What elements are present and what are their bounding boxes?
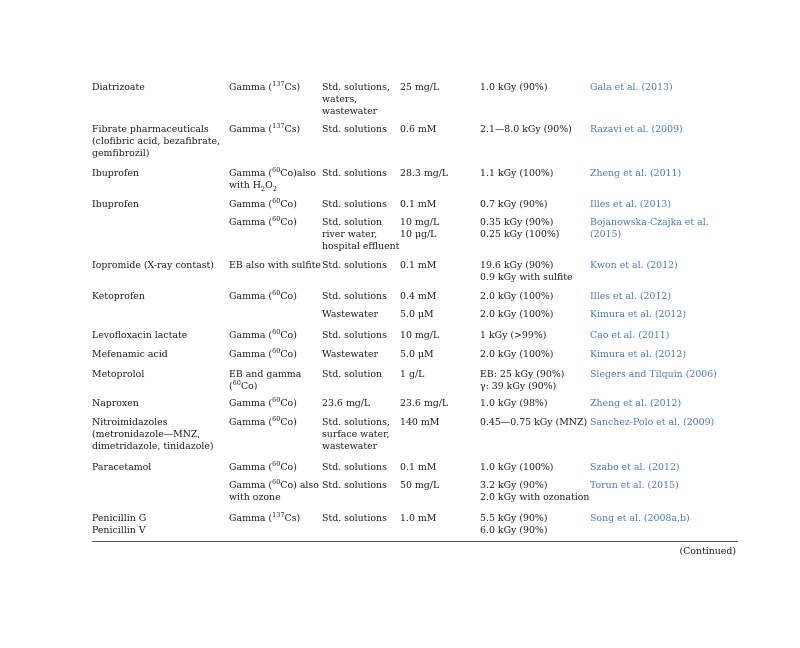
cell-line: (metronidazole—MNZ, (92, 429, 201, 441)
matrix-cell (322, 291, 387, 303)
concentration-cell (400, 291, 436, 303)
matrix-cell (322, 462, 387, 474)
cell-line: Gamma ($^{137}$Cs) (229, 121, 301, 135)
dose-cell (480, 417, 587, 429)
table-bottom-rule (92, 541, 738, 542)
cell-line: Paracetamol (92, 462, 152, 473)
matrix-cell (322, 513, 387, 525)
concentration-cell (400, 217, 439, 241)
cell-line: wastewater (322, 441, 378, 453)
cell-line: surface water, (322, 429, 390, 441)
reference-cell[interactable] (590, 217, 709, 241)
reference-cell[interactable] (590, 398, 681, 410)
radiation-cell (229, 79, 301, 94)
drug-cell (92, 291, 145, 303)
drug-cell (92, 260, 214, 272)
cell-line: Torun et al. (2015) (590, 480, 679, 491)
cell-line: dimetridazole, tinidazole) (92, 441, 214, 453)
concentration-cell (400, 124, 436, 136)
cell-line: Gamma ($^{60}$Co) (229, 196, 297, 210)
drug-cell (92, 369, 144, 381)
cell-line: 5.0 μM (400, 309, 434, 320)
cell-line: Std. solutions (322, 330, 387, 341)
cell-line: Wastewater (322, 309, 378, 320)
cell-line: Zheng et al. (2012) (590, 398, 682, 409)
cell-line: Std. solutions, (322, 417, 390, 428)
cell-line: 0.1 mM (400, 260, 437, 271)
cell-line: Illes et al. (2013) (590, 199, 672, 210)
cell-line: Szabo et al. (2012) (590, 462, 680, 473)
cell-line: Gamma ($^{137}$Cs) (229, 510, 301, 524)
cell-line: 1.0 kGy (100%) (480, 462, 554, 473)
cell-line: Gamma ($^{60}$Co) also (229, 477, 319, 491)
radiation-cell (229, 121, 301, 136)
cell-line: Sanchez-Polo et al. (2009) (590, 417, 715, 428)
cell-line: γ: 39 kGy (90%) (480, 381, 557, 393)
dose-cell (480, 199, 548, 211)
cell-line: Gamma ($^{60}$Co) (229, 346, 297, 360)
cell-line: Diatrizoate (92, 82, 145, 93)
cell-line: Std. solutions (322, 168, 387, 179)
cell-line: Gamma ($^{60}$Co) (229, 395, 297, 409)
reference-cell[interactable] (590, 417, 714, 429)
reference-cell[interactable] (590, 260, 678, 272)
cell-line: 3.2 kGy (90%) (480, 480, 548, 491)
dose-cell (480, 309, 553, 321)
cell-line: Gamma ($^{60}$Co) (229, 414, 297, 428)
concentration-cell (400, 199, 436, 211)
radiation-cell (229, 260, 321, 272)
reference-cell[interactable] (590, 291, 671, 303)
concentration-cell (400, 260, 436, 272)
continued-note: (Continued) (679, 546, 736, 557)
cell-line: 0.7 kGy (90%) (480, 199, 548, 210)
concentration-cell (400, 462, 436, 474)
cell-line: ($^{60}$Co) (229, 379, 258, 393)
cell-line: 1.0 kGy (98%) (480, 398, 548, 409)
cell-line: EB also with sulfite (229, 260, 321, 271)
cell-line: 0.9 kGy with sulfite (480, 272, 573, 284)
drug-cell (92, 199, 139, 211)
dose-cell (480, 168, 553, 180)
cell-line: Naproxen (92, 398, 139, 409)
concentration-cell (400, 398, 448, 410)
dose-cell (480, 398, 548, 410)
cell-line: 140 mM (400, 417, 440, 428)
cell-line: Mefenamic acid (92, 349, 168, 360)
radiation-cell (229, 346, 297, 361)
dose-cell (480, 217, 559, 241)
dose-cell (480, 513, 548, 537)
cell-line: (clofibric acid, bezafibrate, (92, 136, 221, 148)
cell-line: 1 kGy (>99%) (480, 330, 547, 341)
cell-line: Penicillin V (92, 525, 146, 537)
reference-cell[interactable] (590, 513, 690, 525)
concentration-cell (400, 168, 448, 180)
dose-cell (480, 369, 564, 393)
matrix-cell (322, 82, 390, 119)
cell-line: Gamma ($^{60}$Co) (229, 327, 297, 341)
cell-line: 28.3 mg/L (400, 168, 449, 179)
cell-line: Razavi et al. (2009) (590, 124, 683, 135)
matrix-cell (322, 369, 382, 381)
cell-line: 25 mg/L (400, 82, 440, 93)
cell-line: 1.1 kGy (100%) (480, 168, 554, 179)
cell-line: 5.0 μM (400, 349, 434, 360)
drug-cell (92, 513, 146, 537)
cell-line: Bojanowska-Czajka et al. (590, 217, 709, 228)
cell-line: 1.0 mM (400, 513, 437, 524)
cell-line: Std. solutions (322, 513, 387, 524)
cell-line: 0.35 kGy (90%) (480, 217, 554, 228)
cell-line: 0.45—0.75 kGy (MNZ) (480, 417, 588, 428)
cell-line: 2.1—8.0 kGy (90%) (480, 124, 572, 135)
cell-line: Gamma ($^{60}$Co) (229, 459, 297, 473)
matrix-cell (322, 199, 387, 211)
concentration-cell (400, 417, 439, 429)
cell-line: Zheng et al. (2011) (590, 168, 682, 179)
radiation-cell (229, 288, 297, 303)
concentration-cell (400, 82, 439, 94)
cell-line: (2015) (590, 229, 622, 241)
radiation-cell (229, 196, 297, 211)
dose-cell (480, 82, 548, 94)
drug-cell (92, 168, 139, 180)
cell-line: Ketoprofen (92, 291, 145, 302)
concentration-cell (400, 480, 439, 492)
cell-line: Std. solutions (322, 291, 387, 302)
matrix-cell (322, 309, 378, 321)
radiation-cell (229, 395, 297, 410)
matrix-cell (322, 349, 378, 361)
cell-line: 0.6 mM (400, 124, 437, 135)
cell-line: Std. solution (322, 217, 383, 228)
cell-line: river water, (322, 229, 378, 241)
cell-line: 0.1 mM (400, 199, 437, 210)
dose-cell (480, 462, 553, 474)
drug-cell (92, 82, 145, 94)
cell-line: 0.1 mM (400, 462, 437, 473)
cell-line: gemfibrozil) (92, 148, 150, 160)
cell-line: 10 mg/L (400, 330, 440, 341)
drug-cell (92, 417, 214, 454)
cell-line: Levofloxacin lactate (92, 330, 188, 341)
cell-line: 10 μg/L (400, 229, 437, 241)
reference-cell[interactable] (590, 480, 679, 492)
radiation-cell (229, 477, 319, 504)
cell-line: Cao et al. (2011) (590, 330, 670, 341)
cell-line: Gamma ($^{137}$Cs) (229, 79, 301, 93)
cell-line: Nitroimidazoles (92, 417, 168, 428)
matrix-cell (322, 480, 387, 492)
cell-line: Song et al. (2008a,b) (590, 513, 690, 524)
radiation-cell (229, 369, 301, 393)
cell-line: with $H_2O_2$ (229, 180, 277, 194)
cell-line: 6.0 kGy (90%) (480, 525, 548, 537)
cell-line: 2.0 kGy with ozonation (480, 492, 590, 504)
matrix-cell (322, 124, 387, 136)
matrix-cell (322, 217, 399, 254)
cell-line: 10 mg/L (400, 217, 440, 228)
drug-cell (92, 349, 168, 361)
dose-cell (480, 330, 546, 342)
dose-cell (480, 480, 589, 504)
cell-line: Gamma ($^{60}$Co) (229, 288, 297, 302)
concentration-cell (400, 369, 424, 381)
cell-line: Metoprolol (92, 369, 145, 380)
reference-cell[interactable] (590, 309, 686, 321)
matrix-cell (322, 168, 387, 180)
cell-line: Std. solutions (322, 480, 387, 491)
matrix-cell (322, 417, 390, 454)
cell-line: Std. solutions (322, 260, 387, 271)
cell-line: 5.5 kGy (90%) (480, 513, 548, 524)
drug-cell (92, 124, 220, 161)
radiation-cell (229, 459, 297, 474)
cell-line: hospital effluent (322, 241, 400, 253)
cell-line: 2.0 kGy (100%) (480, 309, 554, 320)
dose-cell (480, 260, 573, 284)
concentration-cell (400, 513, 436, 525)
cell-line: Std. solutions (322, 462, 387, 473)
cell-line: Ibuprofen (92, 199, 139, 210)
matrix-cell (322, 260, 387, 272)
cell-line: waters, (322, 94, 358, 106)
reference-cell[interactable] (590, 330, 669, 342)
drug-cell (92, 398, 139, 410)
cell-line: 50 mg/L (400, 480, 440, 491)
cell-line: Gamma ($^{60}$Co)also (229, 165, 316, 179)
cell-line: Std. solution (322, 369, 383, 380)
reference-cell[interactable] (590, 82, 673, 94)
cell-line: 1 g/L (400, 369, 425, 380)
dose-cell (480, 124, 572, 136)
cell-line: Wastewater (322, 349, 378, 360)
cell-line: Gala et al. (2013) (590, 82, 673, 93)
cell-line: 1.0 kGy (90%) (480, 82, 548, 93)
reference-cell[interactable] (590, 168, 681, 180)
cell-line: Penicillin G (92, 513, 147, 524)
cell-line: Std. solutions (322, 199, 387, 210)
radiation-cell (229, 165, 316, 194)
cell-line: Std. solutions (322, 124, 387, 135)
cell-line: Std. solutions, (322, 82, 390, 93)
radiation-cell (229, 327, 297, 342)
cell-line: Ibuprofen (92, 168, 139, 179)
cell-line: 23.6 mg/L (400, 398, 449, 409)
cell-line: with ozone (229, 492, 281, 504)
matrix-cell (322, 398, 370, 410)
cell-line: EB and gamma (229, 369, 302, 380)
dose-cell (480, 349, 553, 361)
radiation-cell (229, 214, 297, 229)
cell-line: 19.6 kGy (90%) (480, 260, 554, 271)
cell-line: 23.6 mg/L (322, 398, 371, 409)
concentration-cell (400, 309, 434, 321)
dose-cell (480, 291, 553, 303)
radiation-cell (229, 414, 297, 429)
cell-line: Kwon et al. (2012) (590, 260, 678, 271)
reference-cell[interactable] (590, 349, 686, 361)
reference-cell[interactable] (590, 199, 671, 211)
cell-line: Iopromide (X-ray contast) (92, 260, 214, 271)
reference-cell[interactable] (590, 124, 683, 136)
cell-line: 2.0 kGy (100%) (480, 349, 554, 360)
cell-line: Slegers and Tilquin (2006) (590, 369, 717, 380)
cell-line: Kimura et al. (2012) (590, 349, 686, 360)
matrix-cell (322, 330, 387, 342)
cell-line: Illes et al. (2012) (590, 291, 672, 302)
concentration-cell (400, 330, 439, 342)
drug-cell (92, 462, 151, 474)
cell-line: Kimura et al. (2012) (590, 309, 686, 320)
cell-line: 2.0 kGy (100%) (480, 291, 554, 302)
cell-line: wastewater (322, 106, 378, 118)
radiation-cell (229, 510, 301, 525)
cell-line: EB: 25 kGy (90%) (480, 369, 565, 380)
concentration-cell (400, 349, 434, 361)
reference-cell[interactable] (590, 369, 717, 381)
cell-line: 0.25 kGy (100%) (480, 229, 560, 241)
cell-line: Fibrate pharmaceuticals (92, 124, 209, 135)
cell-line: 0.4 mM (400, 291, 437, 302)
drug-cell (92, 330, 187, 342)
cell-line: Gamma ($^{60}$Co) (229, 214, 297, 228)
reference-cell[interactable] (590, 462, 680, 474)
